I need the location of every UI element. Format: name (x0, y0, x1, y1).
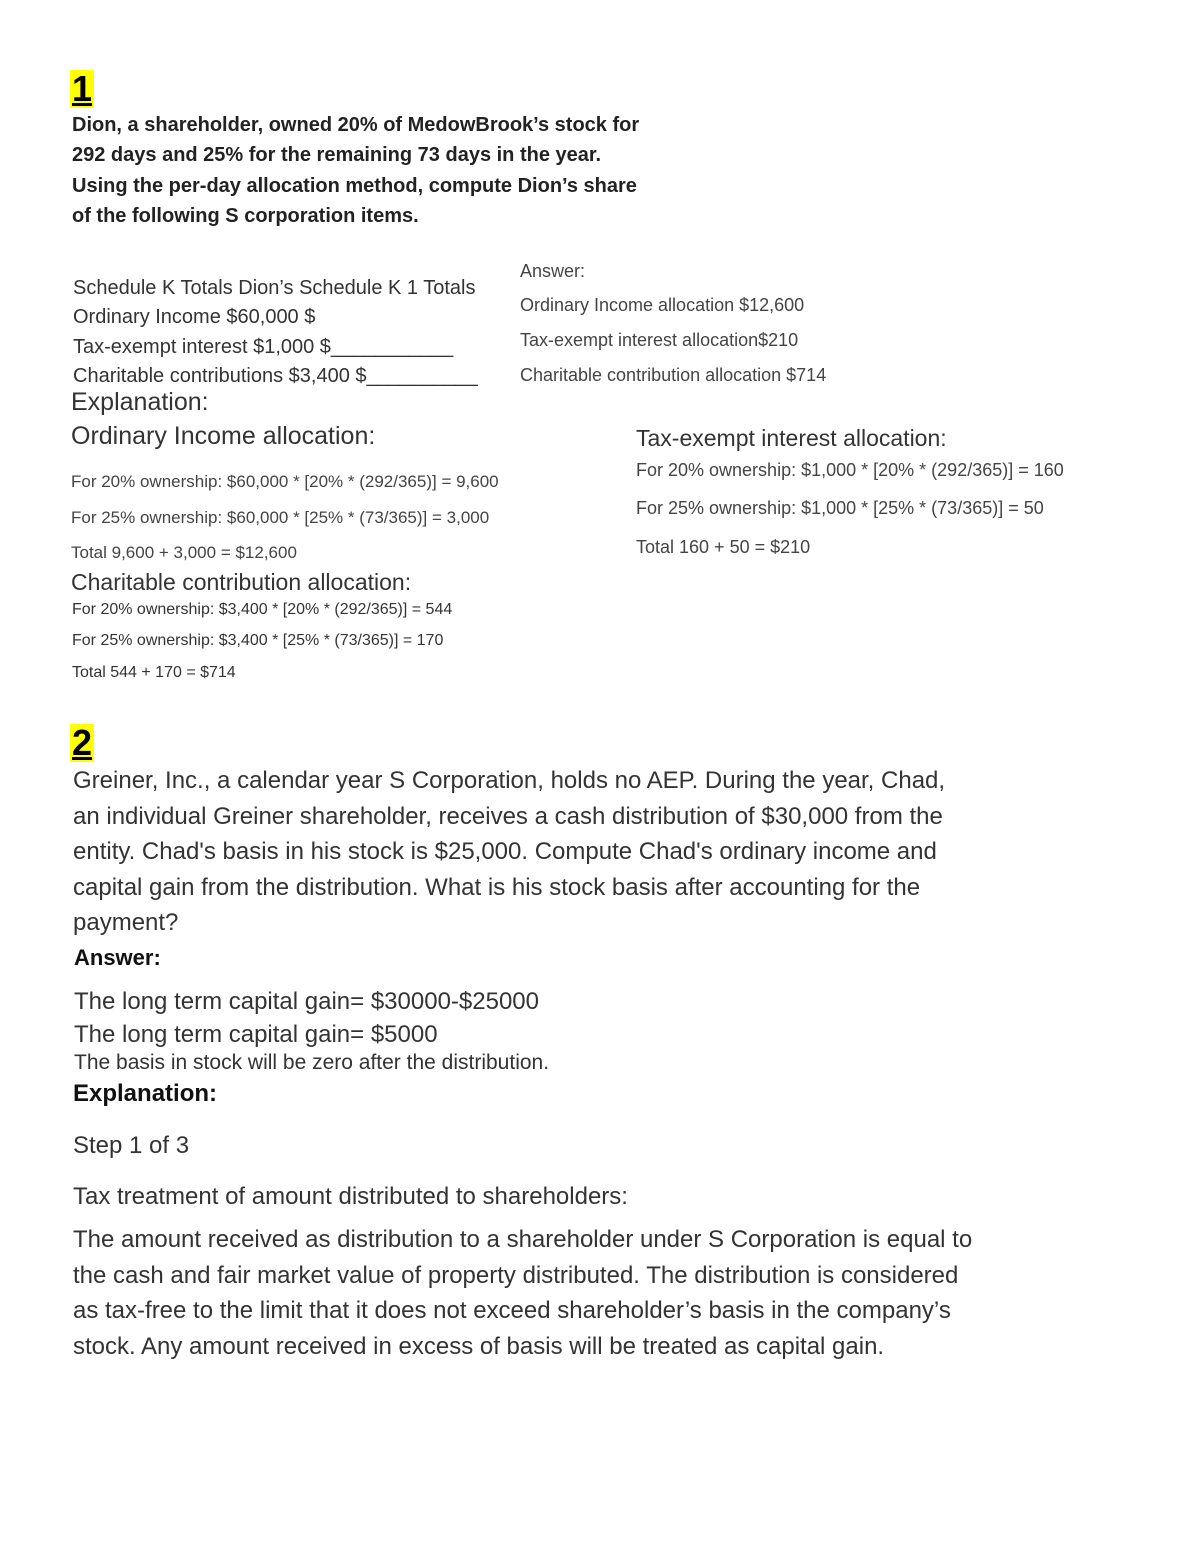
answer-line-1: The long term capital gain= $30000-$25000 (74, 988, 539, 1015)
answer-label-2: Answer: (74, 945, 161, 970)
row-tax-exempt-interest: Tax-exempt interest $1,000 $___________ (73, 336, 454, 358)
answer-tax-exempt-interest: Tax-exempt interest allocation$210 (520, 330, 799, 350)
step-indicator: Step 1 of 3 (73, 1132, 190, 1159)
ordinary-income-allocation-title: Ordinary Income allocation: (71, 422, 376, 450)
tax-exempt-line-25: For 25% ownership: $1,000 * [25% * (73/365)] = 50 (636, 498, 1044, 518)
answer-charitable-contribution: Charitable contribution allocation $714 (520, 365, 827, 385)
schedule-table-header: Schedule K Totals Dion’s Schedule K 1 Totals (73, 277, 476, 299)
row-charitable-contributions: Charitable contributions $3,400 $__________ (73, 365, 478, 387)
tax-treatment-paragraph: The amount received as distribution to a shareholder under S Corporation is equal to the cash and fair market value of property distributed. The distribution is considered as tax-free to the limit that it does not exceed shareholder’s basis in the company’s stock. Any amount received in excess of basis will be treated as capital gain. (73, 1226, 973, 1360)
question-1-text: Dion, a shareholder, owned 20% of MedowBrook’s stock for 292 days and 25% for the remaining 73 days in the year. Using the per-day allocation method, compute Dion’s share of the following S corporation items. (72, 114, 640, 227)
explanation-label-2: Explanation: (73, 1080, 218, 1107)
tax-exempt-allocation-title: Tax-exempt interest allocation: (636, 425, 947, 451)
tax-treatment-heading: Tax treatment of amount distributed to shareholders: (73, 1183, 628, 1210)
ordinary-line-25: For 25% ownership: $60,000 * [25% * (73/365)] = 3,000 (71, 508, 490, 527)
charitable-total: Total 544 + 170 = $714 (72, 664, 236, 681)
charitable-line-25: For 25% ownership: $3,400 * [25% * (73/365)] = 170 (72, 632, 444, 649)
ordinary-line-20: For 20% ownership: $60,000 * [20% * (292/365)] = 9,600 (71, 472, 499, 491)
tax-exempt-total: Total 160 + 50 = $210 (636, 537, 811, 557)
tax-exempt-line-20: For 20% ownership: $1,000 * [20% * (292/365)] = 160 (636, 460, 1064, 480)
question-2-text: Greiner, Inc., a calendar year S Corporation, holds no AEP. During the year, Chad, an individual Greiner shareholder, receives a cash distribution of $30,000 from the entity. Chad's basis in his stock is $25,000. Compute Chad's ordinary income and capital gain from the distribution. What is his stock basis after accounting for the payment? (73, 767, 946, 937)
charitable-allocation-title: Charitable contribution allocation: (71, 569, 412, 595)
question-number-2: 2 (72, 722, 93, 763)
answer-label-1: Answer: (520, 261, 586, 281)
charitable-line-20: For 20% ownership: $3,400 * [20% * (292/365)] = 544 (72, 601, 453, 618)
row-ordinary-income: Ordinary Income $60,000 $ (73, 306, 316, 328)
question-number-1: 1 (72, 68, 93, 109)
answer-line-3: The basis in stock will be zero after the distribution. (74, 1051, 550, 1074)
explanation-title-1: Explanation: (71, 388, 209, 416)
answer-ordinary-income: Ordinary Income allocation $12,600 (520, 295, 805, 315)
ordinary-total: Total 9,600 + 3,000 = $12,600 (71, 543, 297, 562)
answer-line-2: The long term capital gain= $5000 (74, 1021, 438, 1048)
